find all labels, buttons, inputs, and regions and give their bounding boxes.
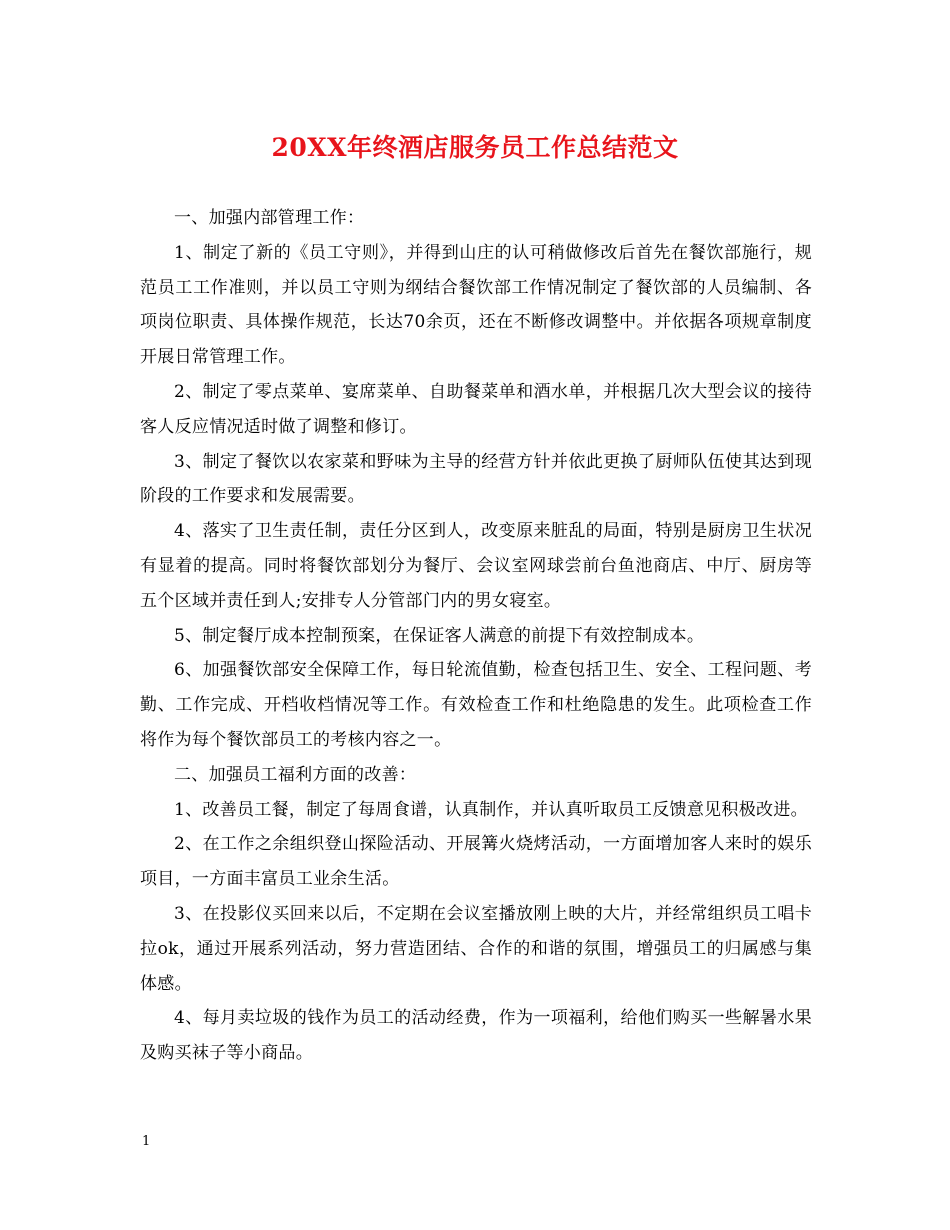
section-heading-2: 二、加强员工福利方面的改善：: [174, 764, 417, 785]
paragraph: 4、落实了卫生责任制，责任分区到人，改变原来脏乱的局面，特别是厨房卫生状况有显着的提高。同时将餐饮部划分为餐厅、会议室网球尝前台鱼池商店、中厅、厨房等五个区域并责任到人;安排专人分管部门内的男女寝室。: [140, 521, 812, 611]
paragraph: 3、在投影仪买回来以后，不定期在会议室播放刚上映的大片，并经常组织员工唱卡拉ok，通过开展系列活动，努力营造团结、合作的和谐的氛围，增强员工的归属感与集体感。: [140, 903, 812, 994]
section-heading-1: 一、加强内部管理工作：: [174, 208, 365, 228]
document-title: 20XX年终酒店服务员工作总结范文: [271, 133, 679, 162]
paragraph: 1、制定了新的《员工守则》，并得到山庄的认可稍做修改后首先在餐饮部施行，规范员工工作准则，并以员工守则为纲结合餐饮部工作情况制定了餐饮部的人员编制、各项岗位职责、具体操作规范，长达70余页，还在不断修改调整中。并依据各项规章制度开展日常管理工作。: [140, 242, 812, 368]
paragraph: 2、制定了零点菜单、宴席菜单、自助餐菜单和酒水单，并根据几次大型会议的接待客人反应情况适时做了调整和修订。: [140, 381, 812, 437]
paragraph: 1、改善员工餐，制定了每周食谱，认真制作，并认真听取员工反馈意见积极改进。: [174, 799, 808, 820]
paragraph: 2、在工作之余组织登山探险活动、开展篝火烧烤活动，一方面增加客人来时的娱乐项目，一方面丰富员工业余生活。: [140, 834, 812, 890]
paragraph: 6、加强餐饮部安全保障工作，每日轮流值勤，检查包括卫生、安全、工程问题、考勤、工作完成、开档收档情况等工作。有效检查工作和杜绝隐患的发生。此项检查工作将作为每个餐饮部员工的考核内容之一。: [140, 660, 812, 750]
paragraph: 4、每月卖垃圾的钱作为员工的活动经费，作为一项福利，给他们购买一些解暑水果及购买袜子等小商品。: [140, 1008, 812, 1064]
paragraph: 5、制定餐厅成本控制预案，在保证客人满意的前提下有效控制成本。: [174, 625, 705, 646]
document-body: [140, 201, 812, 1071]
paragraph: 3、制定了餐饮以农家菜和野味为主导的经营方针并依此更换了厨师队伍使其达到现阶段的工作要求和发展需要。: [140, 451, 812, 507]
page-number: 1: [142, 1134, 151, 1149]
